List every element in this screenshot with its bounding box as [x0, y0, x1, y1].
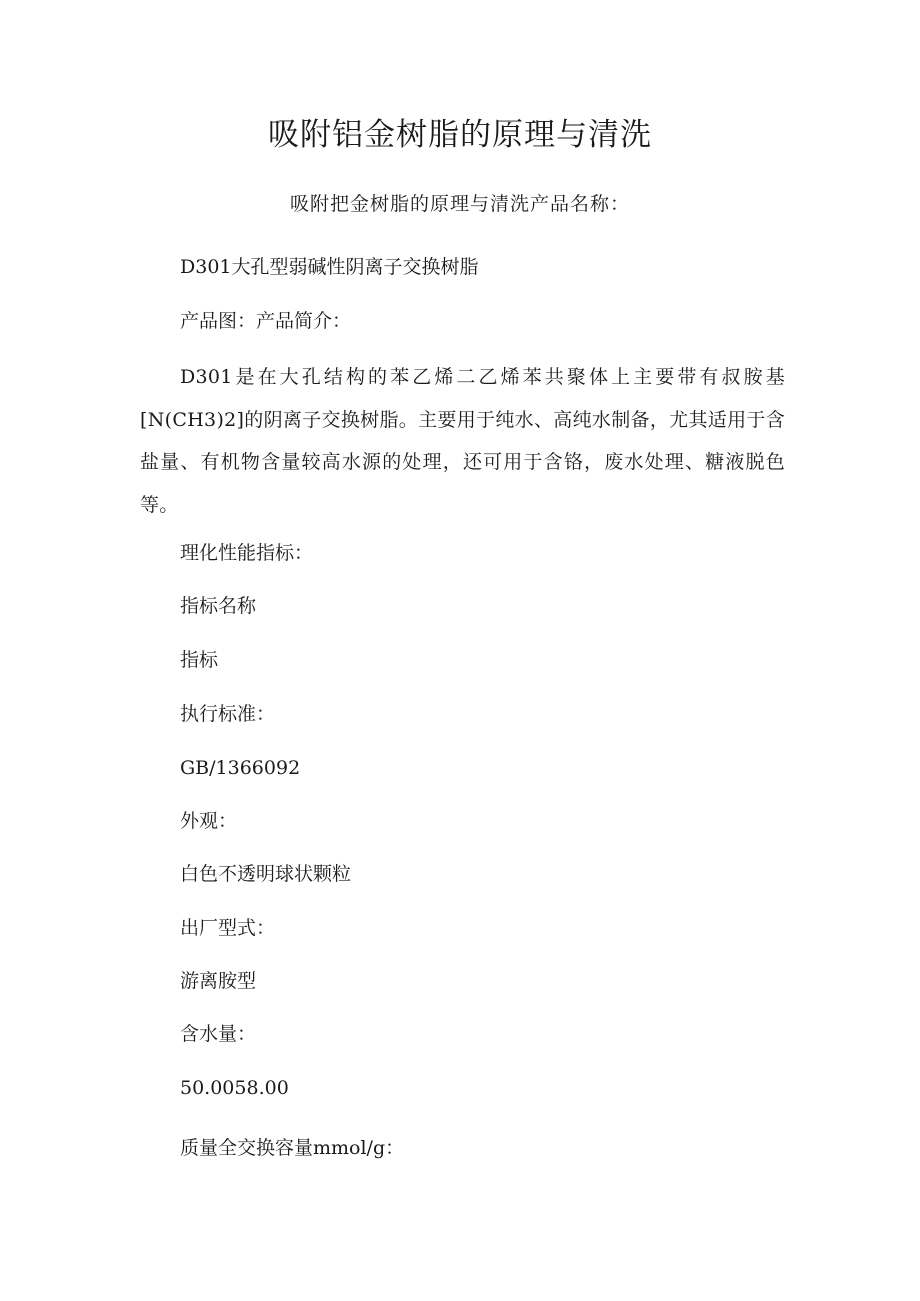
indicator-label: 指标 — [180, 649, 219, 671]
indicator-name-label: 指标名称 — [180, 595, 257, 617]
document-subtitle: 吸附把金树脂的原理与清洗产品名称： — [289, 193, 630, 215]
water-content-label: 含水量： — [180, 1023, 257, 1045]
physchem-indicators-label: 理化性能指标： — [180, 542, 314, 564]
exchange-capacity-label: 质量全交换容量mmol/g： — [180, 1137, 405, 1159]
factory-form-value: 游离胺型 — [180, 970, 257, 992]
appearance-label: 外观： — [180, 810, 238, 832]
product-image-intro-label: 产品图：产品简介： — [180, 310, 352, 332]
product-name: D301大孔型弱碱性阴离子交换树脂 — [180, 256, 479, 278]
standard-label: 执行标准： — [180, 703, 276, 725]
factory-form-label: 出厂型式： — [180, 917, 276, 939]
water-content-value: 50.0058.00 — [180, 1077, 289, 1099]
appearance-value: 白色不透明球状颗粒 — [180, 863, 352, 885]
standard-value: GB/1366092 — [180, 757, 301, 779]
product-description: D301是在大孔结构的苯乙烯二乙烯苯共聚体上主要带有叔胺基[N(CH3)2]的阴离子交换树脂。主要用于纯水、高纯水制备，尤其适用于含盐量、有机物含量较高水源的处理，还可用于含铬，废水处理、糖液脱色等。 — [140, 366, 785, 516]
document-title: 吸附铝金树脂的原理与清洗 — [268, 117, 652, 153]
